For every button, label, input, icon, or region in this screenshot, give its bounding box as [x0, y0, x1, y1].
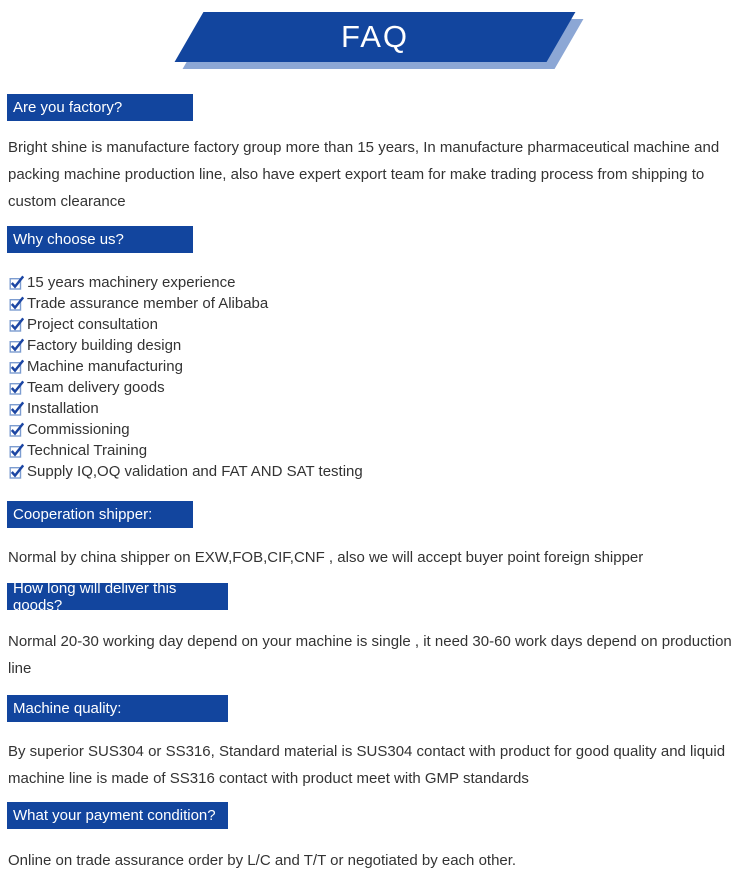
checklist-item: [9, 419, 750, 440]
checklist-item: [9, 272, 750, 293]
checked-checkbox-icon: [9, 296, 24, 311]
checklist-item-label: Factory building design: [27, 337, 182, 354]
checklist-item-label: Project consultation: [27, 316, 158, 333]
checklist-item-label: 15 years machinery experience: [27, 274, 236, 291]
checked-checkbox-icon: [9, 464, 24, 479]
checklist-item: [9, 398, 750, 419]
checklist-item-label: Technical Training: [27, 442, 148, 459]
answer-are-you-factory: Bright shine is manufacture factory group more than 15 years, In manufacture pharmaceutical machine and packing machine production line, also have expert export team for make trading process from shipping to custom clearance: [8, 139, 720, 210]
checked-checkbox-icon: [9, 338, 24, 353]
checklist-item: [9, 377, 750, 398]
answer-delivery-time: Normal 20-30 working day depend on your machine is single , it need 30-60 work days depend on production line: [8, 633, 732, 677]
checked-checkbox-icon: [9, 359, 24, 374]
checked-checkbox-icon: [9, 443, 24, 458]
checklist-item-label: Trade assurance member of Alibaba: [27, 295, 269, 312]
question-bar-machine-quality: Machine quality:: [7, 695, 228, 722]
question-bar-delivery-time: How long will deliver this goods?: [7, 583, 228, 610]
question-bar-why-choose-us: Why choose us?: [7, 226, 193, 253]
checklist-item: [9, 440, 750, 461]
checklist-item: [9, 335, 750, 356]
checked-checkbox-icon: [9, 317, 24, 332]
checklist-item-label: Machine manufacturing: [27, 358, 183, 375]
faq-banner: [0, 12, 750, 69]
checked-checkbox-icon: [9, 275, 24, 290]
answer-machine-quality: By superior SUS304 or SS316, Standard material is SUS304 contact with product for good quality and liquid machine line is made of SS316 contact with product meet with GMP standards: [8, 743, 726, 787]
question-bar-are-you-factory: Are you factory?: [7, 94, 193, 121]
banner-ribbon: [175, 12, 576, 62]
page-title: FAQ: [340, 19, 409, 54]
question-bar-payment-condition: What your payment condition?: [7, 802, 228, 829]
answer-payment-condition: Online on trade assurance order by L/C and T/T or negotiated by each other.: [8, 852, 517, 869]
checklist-item: [9, 293, 750, 314]
checked-checkbox-icon: [9, 401, 24, 416]
checklist-item-label: Team delivery goods: [27, 379, 165, 396]
checklist-item: [9, 356, 750, 377]
checklist-item-label: Installation: [27, 400, 99, 417]
answer-cooperation-shipper: Normal by china shipper on EXW,FOB,CIF,CNF , also we will accept buyer point foreign shipper: [8, 549, 644, 566]
checklist-item-label: Commissioning: [27, 421, 130, 438]
checked-checkbox-icon: [9, 422, 24, 437]
checklist-item-label: Supply IQ,OQ validation and FAT AND SAT testing: [27, 463, 363, 480]
checklist-item: [9, 461, 750, 482]
why-choose-us-checklist: [0, 272, 750, 482]
checked-checkbox-icon: [9, 380, 24, 395]
question-bar-cooperation-shipper: Cooperation shipper:: [7, 501, 193, 528]
checklist-item: [9, 314, 750, 335]
